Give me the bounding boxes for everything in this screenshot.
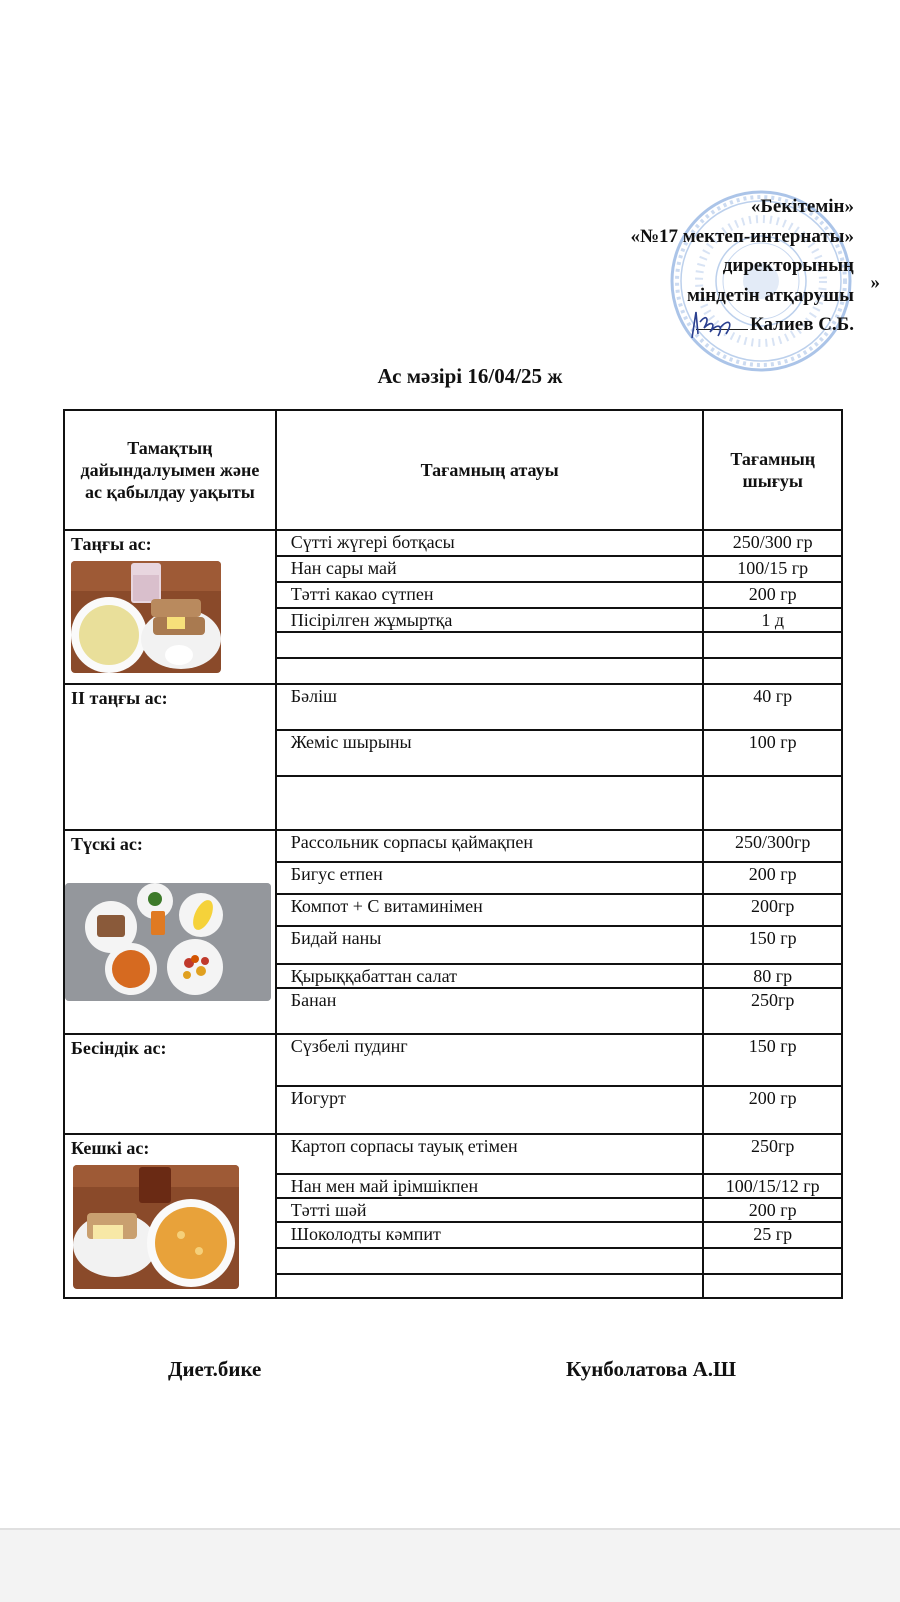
table-row (64, 684, 842, 730)
header-dish: Тағамның атауы (276, 410, 704, 530)
table-row (64, 530, 842, 556)
header-time: Тамақтың дайындалуымен және ас қабылдау уақыты (64, 410, 276, 530)
dish-amount: 250гр (703, 1134, 842, 1174)
table-row (64, 830, 842, 862)
lunch-photo (65, 883, 271, 1001)
director-name: Калиев С.Б. (749, 314, 854, 335)
menu-table (63, 409, 843, 1299)
meal-lunch (64, 830, 276, 1034)
dietitian-name: Кунболатова А.Ш (566, 1357, 737, 1381)
dish-name: Рассольник сорпасы қаймақпен (276, 830, 704, 862)
dish-amount: 25 гр (703, 1222, 842, 1248)
dish-amount (703, 1248, 842, 1274)
dish-name: Жеміс шырыны (276, 730, 704, 776)
dinner-photo (73, 1165, 239, 1289)
dish-name: Бигус етпен (276, 862, 704, 894)
dish-amount (703, 1274, 842, 1298)
dish-name (276, 658, 704, 684)
dish-name (276, 1248, 704, 1274)
dish-name: Сүзбелі пудинг (276, 1034, 704, 1086)
meal-breakfast (64, 530, 276, 684)
dish-amount: 1 д (703, 608, 842, 632)
meal-name: Бесіндік ас: (71, 1038, 167, 1058)
header-amount: Тағамның шығуы (703, 410, 842, 530)
dish-amount: 40 гр (703, 684, 842, 730)
breakfast-photo (71, 561, 221, 673)
menu-title: Ас мәзірі 16/04/25 ж (377, 364, 563, 388)
table-row (64, 1034, 842, 1086)
dietitian-role: Диет.бике (168, 1357, 262, 1381)
meal-name: Түскі ас: (71, 834, 143, 854)
meal-dinner (64, 1134, 276, 1298)
dish-amount: 200 гр (703, 1086, 842, 1134)
meal-name: Кешкі ас: (71, 1138, 150, 1158)
table-header-row (64, 410, 842, 530)
dish-name: Бидай наны (276, 926, 704, 964)
dish-amount: 80 гр (703, 964, 842, 988)
dish-name (276, 776, 704, 830)
dish-name: Шоколодты кәмпит (276, 1222, 704, 1248)
approval-line-3: директорының (722, 255, 854, 276)
approval-quote-close: » (870, 272, 880, 293)
approval-line-1: «Бекітемін» (750, 196, 854, 217)
table-row (64, 1134, 842, 1174)
meal-afternoon-snack (64, 1034, 276, 1134)
dish-name: Нан мен май ірімшікпен (276, 1174, 704, 1198)
approval-line-4: міндетін атқарушы (686, 284, 854, 306)
dish-amount: 250/300 гр (703, 530, 842, 556)
dish-amount: 100/15 гр (703, 556, 842, 582)
dish-name: Тәтті какао сүтпен (276, 582, 704, 608)
dish-name: Пісірілген жұмыртқа (276, 608, 704, 632)
dish-amount: 200 гр (703, 862, 842, 894)
dish-name: Бәліш (276, 684, 704, 730)
dish-amount (703, 658, 842, 684)
dish-amount: 100 гр (703, 730, 842, 776)
approval-line-2: «№17 мектеп-интернаты» (630, 225, 854, 247)
dish-amount: 250гр (703, 988, 842, 1034)
dish-amount (703, 776, 842, 830)
dish-name: Қырыққабаттан салат (276, 964, 704, 988)
dish-name (276, 1274, 704, 1298)
dish-name: Компот + С витаминімен (276, 894, 704, 926)
dish-name: Банан (276, 988, 704, 1034)
meal-second-breakfast (64, 684, 276, 830)
dish-amount: 150 гр (703, 1034, 842, 1086)
dish-amount: 200 гр (703, 582, 842, 608)
dish-name (276, 632, 704, 658)
dish-amount: 250/300гр (703, 830, 842, 862)
dish-amount: 200гр (703, 894, 842, 926)
dish-amount (703, 632, 842, 658)
signature-icon (688, 308, 738, 342)
dish-name: Тәтті шәй (276, 1198, 704, 1222)
meal-name: ІІ таңғы ас: (71, 688, 168, 708)
dish-name: Нан сары май (276, 556, 704, 582)
dish-name: Картоп сорпасы тауық етімен (276, 1134, 704, 1174)
dish-amount: 200 гр (703, 1198, 842, 1222)
dish-amount: 100/15/12 гр (703, 1174, 842, 1198)
dish-name: Сүтті жүгері ботқасы (276, 530, 704, 556)
dish-name: Иогурт (276, 1086, 704, 1134)
dish-amount: 150 гр (703, 926, 842, 964)
bottom-bar (0, 1528, 900, 1602)
meal-name: Таңғы ас: (71, 534, 152, 554)
